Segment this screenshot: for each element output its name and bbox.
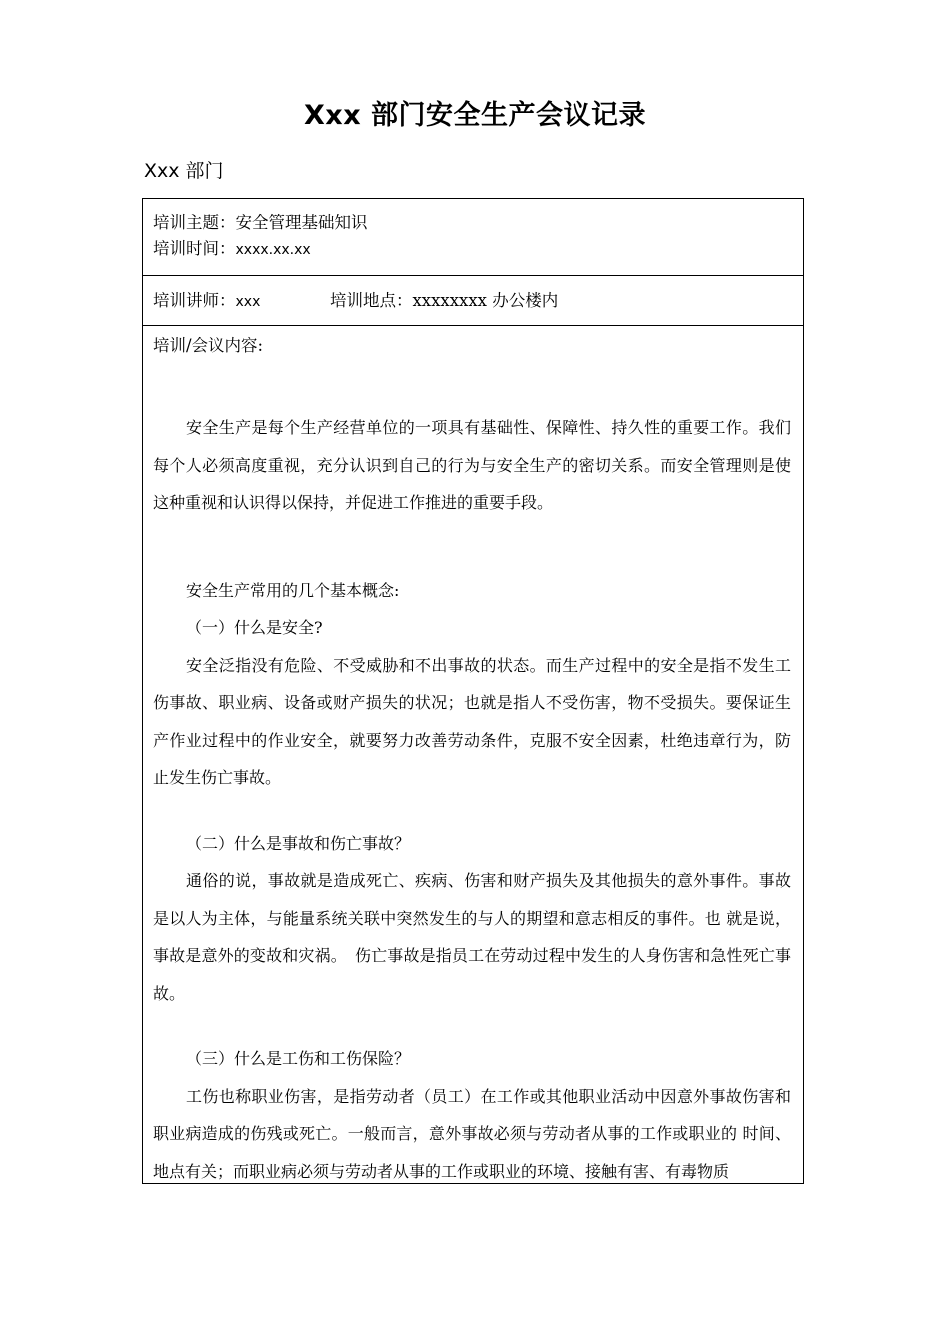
meeting-content bbox=[153, 333, 791, 1184]
section-heading-accident: （二）什么是事故和伤亡事故？ bbox=[186, 833, 411, 853]
topic-value: 安全管理基础知识 bbox=[235, 213, 368, 232]
topic-label: 培训主题： bbox=[153, 213, 236, 232]
training-time bbox=[153, 237, 311, 262]
section-body-safety: 安全泛指没有危险、不受威胁和不出事故的状态。而生产过程中的安全是指不发生工伤事故、职业病、设备或财产损失的状况；也就是指人不受伤害，物不受损失。要保证生产作业过程中的作业安全，就要努力改善劳动条件，克服不安全因素，杜绝违章行为，防止发生伤亡事故。 bbox=[153, 655, 791, 787]
training-topic bbox=[153, 211, 368, 235]
topic-time-row bbox=[143, 199, 803, 276]
department-name: Xxx 部门 bbox=[144, 160, 224, 182]
content-label: 培训/会议内容: bbox=[153, 336, 264, 355]
time-label: 培训时间： bbox=[153, 239, 236, 258]
lecturer-location-row bbox=[143, 276, 803, 326]
section-heading-work-injury: （三）什么是工伤和工伤保险？ bbox=[186, 1049, 411, 1068]
training-lecturer bbox=[153, 289, 260, 314]
location-label: 培训地点： bbox=[330, 291, 413, 310]
section-body-accident: 通俗的说，事故就是造成死亡、疾病、伤害和财产损失及其他损失的意外事件。事故是以人为主体，与能量系统关联中突然发生的与人的期望和意志相反的事件。也 就是说，事故是意外的变故和灾祸。 伤亡事故是指员工在劳动过程中发生的人身伤害和急性死亡事故。 bbox=[153, 871, 791, 1003]
lecturer-label: 培训讲师： bbox=[153, 291, 236, 310]
section-body-work-injury: 工伤也称职业伤害，是指劳动者（员工）在工作或其他职业活动中因意外事故伤害和职业病造成的伤残或死亡。一般而言，意外事故必须与劳动者从事的工作或职业的 时间、地点有关；而职业病必须与劳动者从事的工作或职业的环境、接触有害、有毒物质 bbox=[153, 1086, 791, 1181]
training-location bbox=[330, 289, 558, 313]
concepts-heading: 安全生产常用的几个基本概念: bbox=[186, 580, 400, 600]
intro-paragraph: 安全生产是每个生产经营单位的一项具有基础性、保障性、持久性的重要工作。我们每个人必须高度重视，充分认识到自己的行为与安全生产的密切关系。而安全管理则是使这种重视和认识得以保持，并促进工作推进的重要手段。 bbox=[153, 418, 791, 512]
lecturer-value: xxx bbox=[235, 294, 261, 310]
meeting-record-table bbox=[142, 198, 804, 1184]
time-value: xxxx.xx.xx bbox=[235, 242, 311, 258]
section-heading-safety: （一）什么是安全? bbox=[186, 618, 323, 637]
document-title: Xxx 部门安全生产会议记录 bbox=[303, 100, 647, 131]
location-value: xxxxxxxx 办公楼内 bbox=[412, 291, 559, 310]
